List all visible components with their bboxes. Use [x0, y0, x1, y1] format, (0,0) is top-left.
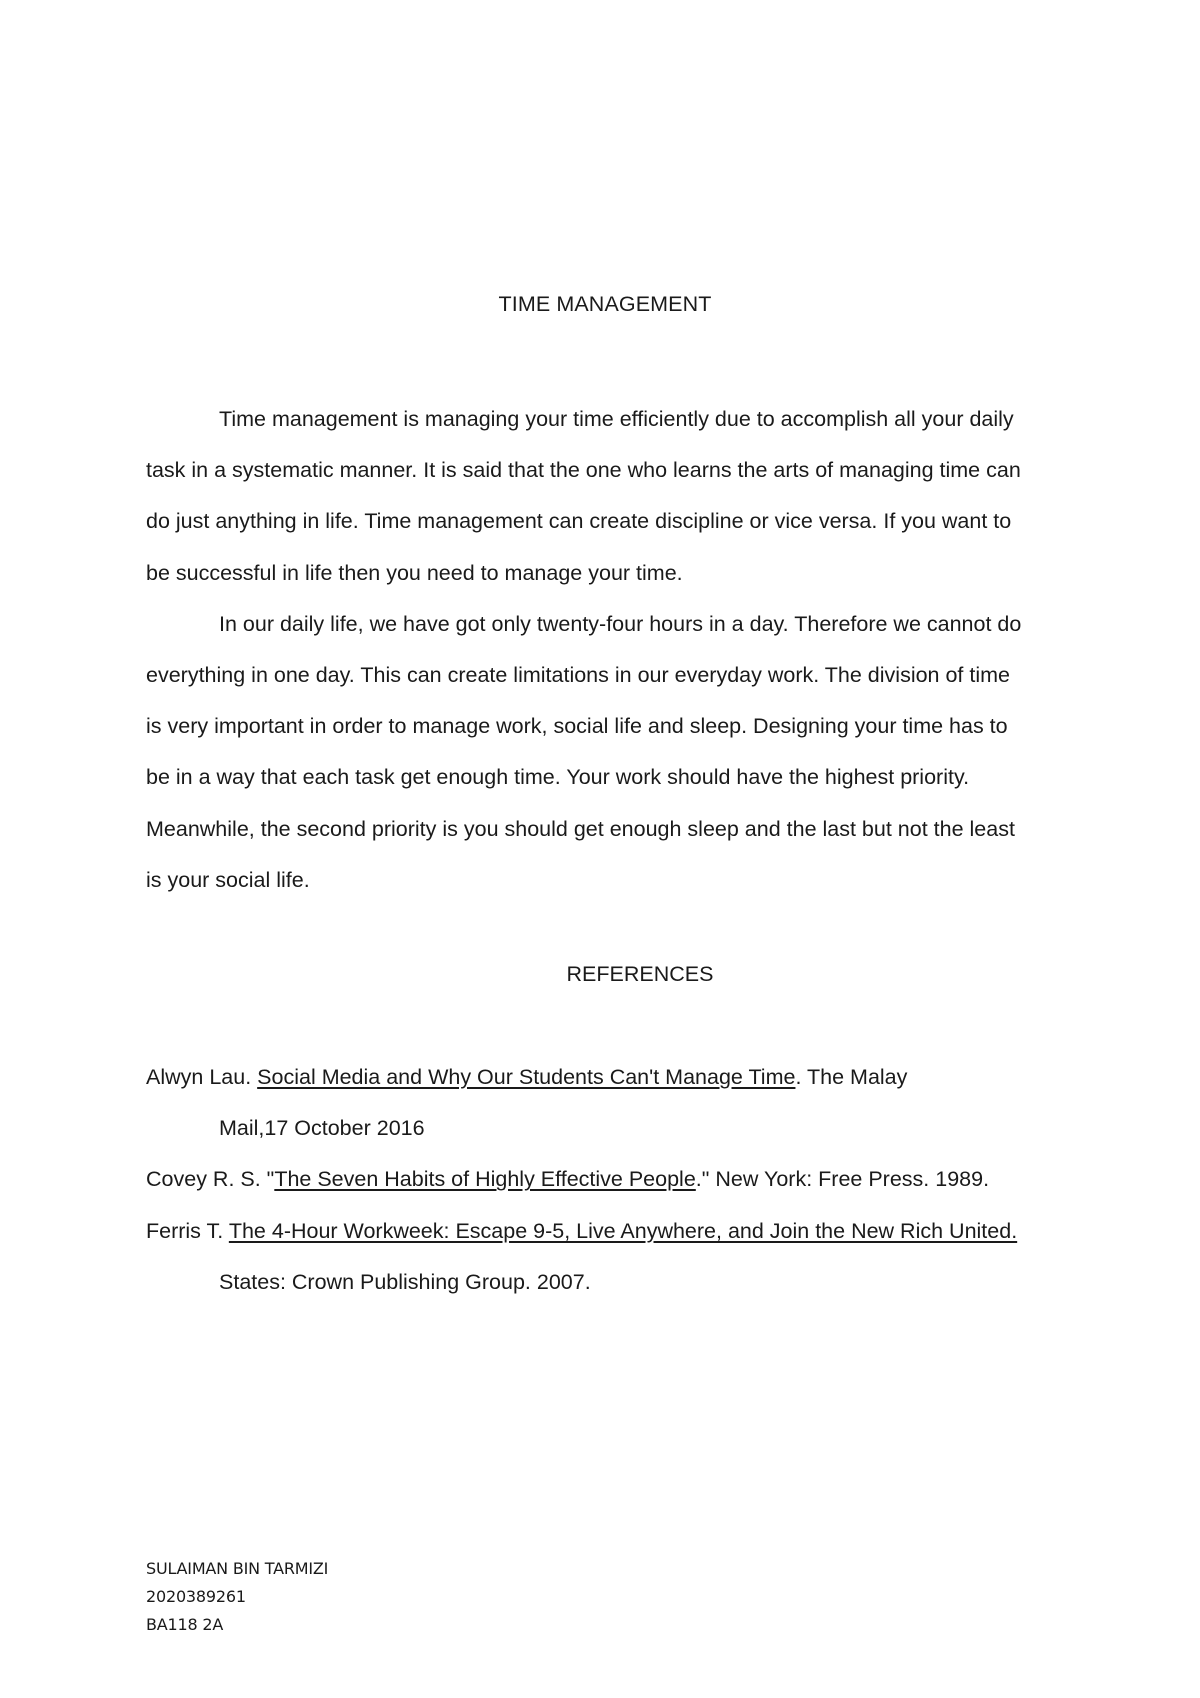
reference-item: [146, 1154, 1076, 1205]
references-heading: REFERENCES: [566, 962, 714, 986]
student-name: SULAIMAN BIN TARMIZI: [146, 1559, 329, 1578]
reference-continuation: States: Crown Publishing Group. 2007.: [219, 1269, 591, 1294]
reference-title: The Seven Habits of Highly Effective People: [274, 1167, 696, 1192]
student-id: 2020389261: [146, 1587, 246, 1606]
reference-continuation: Mail,17 October 2016: [219, 1116, 425, 1141]
paragraph-1: Time management is managing your time efficiently due to accomplish all your daily task in a systematic manner. It is said that the one who learns the arts of managing time can do just anything in life. Time management can create discipline or vice versa. If you want to be successful in life then you need to manage your time.: [146, 407, 1021, 585]
reference-details: ." New York: Free Press. 1989.: [695, 1167, 990, 1192]
page-title: TIME MANAGEMENT: [498, 292, 712, 316]
student-info: [146, 1555, 328, 1639]
reference-item: [146, 1206, 1076, 1308]
reference-title: The 4-Hour Workweek: Escape 9-5, Live Anywhere, and Join the New Rich United.: [228, 1218, 1018, 1243]
paragraph-2: In our daily life, we have got only twenty-four hours in a day. Therefore we cannot do everything in one day. This can create limitations in our everyday work. The division of time is very important in order to manage work, social life and sleep. Designing your time has to be in a way that each task get enough time. Your work should have the highest priority. Meanwhile, the second priority is you should get enough sleep and the last but not the least is your social life.: [146, 611, 1022, 892]
class-code: BA118 2A: [146, 1615, 224, 1634]
reference-details: . The Malay: [795, 1065, 908, 1089]
reference-author: Alwyn Lau.: [146, 1065, 258, 1089]
essay-body: [146, 394, 1076, 906]
reference-item: [146, 1052, 1076, 1154]
reference-author: Ferris T.: [146, 1218, 229, 1243]
references-list: [146, 1052, 1076, 1308]
reference-title: Social Media and Why Our Students Can't Manage Time: [257, 1065, 796, 1089]
reference-author: Covey R. S. ": [146, 1167, 275, 1192]
